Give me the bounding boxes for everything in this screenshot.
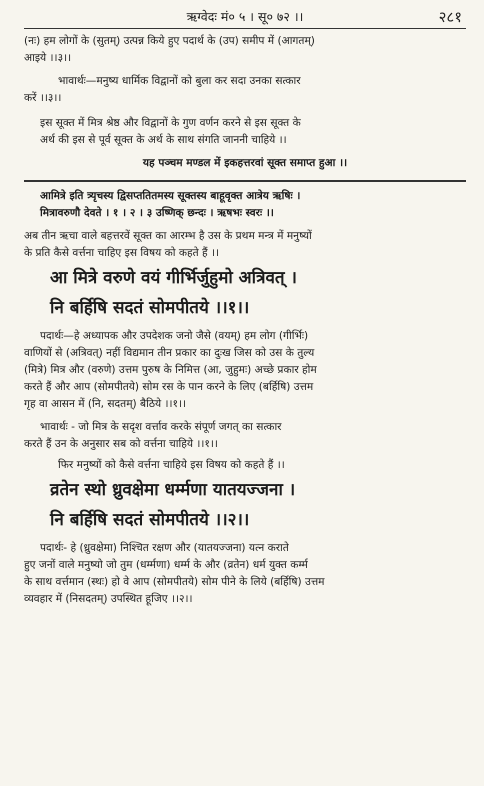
meaning-line: (मित्रे) मित्र और (वरुणे) उत्तम पुरुष के निमित्त (आ, जुहुमः) अच्छे प्रकार होम [24,364,317,376]
meaning-line: पदार्थः- हे (ध्रुवक्षेमा) निश्चित रक्षण और (यातयज्जना) यत्न कराते [40,542,289,554]
bhavartha-line: करते हैं उन के अनुसार सब को वर्त्तना चाहिये ।।१।। [24,438,218,450]
meaning-line: करते हैं और आप (सोमपीतये) सोम रस के पान करने के लिए (बर्हिषि) उत्तम [24,381,314,393]
padartha-line: आइये ।।३।। [24,52,72,64]
meaning-line: पदार्थः—हे अध्यापक और उपदेशक जनो जैसे (वयम्) हम लोग (गीर्भिः) [40,330,309,342]
running-title: ऋग्वेदः मं० ५ । सू० ७२ ।। [186,9,304,24]
meaning-line: व्यवहार में (निसदतम्) उपस्थित हूजिए ।।२।। [24,593,193,605]
meaning-line: गृह वा आसन में (नि, सदतम्) बैठिये ।।१।। [24,398,187,410]
mantra-line: नि बर्हिषि सदतं सोमपीतये ।।१।। [50,298,250,318]
summary-line: अर्थ की इस से पूर्व सूक्त के अर्थ के साथ संगति जाननी चाहिये ।। [40,134,287,146]
mantra-line: आ मित्रे वरुणे वयं गीर्भिर्जुहुमो अत्रिवत् । [50,268,297,288]
transition-line: फिर मनुष्यों को कैसे वर्त्तना चाहिये इस विषय को कहते हैं ।। [58,459,285,471]
summary-line: इस सूक्त में मित्र श्रेष्ठ और विद्वानों के गुण वर्णन करने से इस सूक्त के [40,117,301,129]
meaning-line: के साथ वर्त्तमान (स्थः) हो वे आप (सोमपीतये) सोम पीने के लिये (बर्हिषि) उत्तम [24,576,325,588]
intro-line: मित्रावरुणौ देवते । १ । २ । ३ उष्णिक् छन्दः । ऋषभः स्वरः ।। [40,207,274,219]
padartha-line: (नः) हम लोगों के (सुतम्) उत्पन्न किये हुए पदार्थ के (उप) समीप में (आगतम्) [24,35,315,47]
meaning-line: वाणियों से (अत्रिवत्) नहीं विद्यमान तीन प्रकार का दुःख जिस को उस के तुल्य [24,347,315,359]
meaning-line: हुए जनों वाले मनुष्यो जो तुम (धर्म्मणा) धर्म्म के और (व्रतेन) धर्म युक्त कर्म्म [24,559,308,571]
bhavartha-line: करें ।।३।। [24,92,62,104]
intro-line: अब तीन ऋचा वाले बहत्तरवें सूक्त का आरम्भ है उस के प्रथम मन्त्र में मनुष्यों [24,230,312,242]
mantra-line: नि बर्हिषि सदतं सोमपीतये ।।२।। [50,510,250,530]
page-number: २८१ [438,8,462,26]
intro-line: के प्रति कैसे वर्त्तना चाहिए इस विषय को कहते हैं ।। [24,247,220,259]
mantra-line: व्रतेन स्थो ध्रुवक्षेमा धर्म्मणा यातयज्जना । [50,480,296,500]
header-rule [24,28,466,29]
section-rule [24,180,466,182]
bhavartha-line: भावार्थः—मनुष्य धार्मिक विद्वानों को बुला कर सदा उनका सत्कार [58,75,301,87]
intro-line: आमित्रे इति त्र्यृचस्य द्विसप्ततितमस्य सूक्तस्य बाहूवृक्त आत्रेय ऋषिः । [40,190,301,202]
bhavartha-line: भावार्थः - जो मित्र के सदृश वर्त्ताव करके संपूर्ण जगत् का सत्कार [40,421,282,433]
sukta-closing: यह पञ्चम मण्डल में इकहत्तरवां सूक्त समाप्त हुआ ।। [142,157,348,169]
page-header [24,6,466,28]
